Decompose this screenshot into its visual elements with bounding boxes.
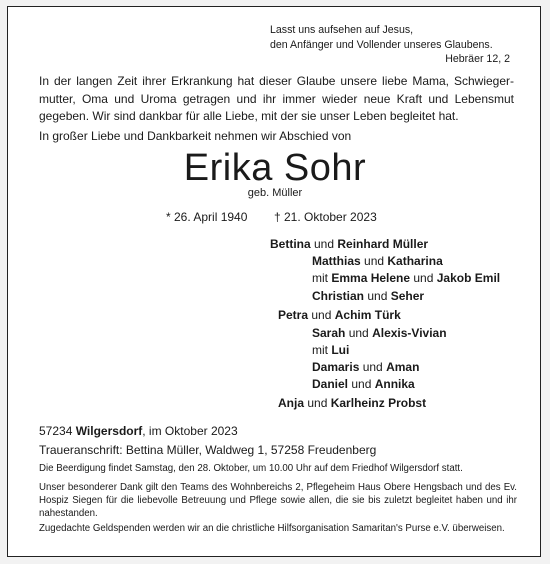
family-name: Christian	[312, 289, 365, 303]
family-connector: mit	[312, 271, 332, 285]
maiden-name: geb. Müller	[247, 187, 303, 199]
family-connector: mit	[312, 343, 332, 357]
bible-verse	[270, 23, 510, 67]
family-name: Lui	[331, 343, 350, 357]
place-date-line	[39, 423, 238, 439]
family-name: Sarah	[312, 326, 346, 340]
family-name: Petra	[278, 308, 309, 322]
family-name: Achim Türk	[334, 308, 401, 322]
obituary-notice	[7, 6, 541, 557]
verse-line-1: Lasst uns aufsehen auf Jesus,	[270, 24, 414, 36]
family-line	[312, 325, 447, 343]
family-name: Seher	[390, 289, 425, 303]
mourning-address: Traueranschrift: Bettina Müller, Waldweg 1, 57258 Freudenberg	[39, 443, 377, 457]
family-line	[278, 395, 426, 413]
family-name: Karlheinz Probst	[330, 396, 427, 410]
intro-paragraph: In der langen Zeit ihrer Erkrankung hat dieser Glaube unsere liebe Mama, Schwiegermutter, Oma und Uroma getragen und ihr immer wieder neue Kraft und Lebensmut gegeben. Wir sind dankbar für alle Liebe, mit der sie unser Leben begleitet hat.	[39, 74, 514, 123]
family-connector: und	[364, 289, 391, 303]
farewell-line: In großer Liebe und Dankbarkeit nehmen wir Abschied von	[39, 129, 352, 143]
birth-date: * 26. April 1940	[166, 210, 248, 224]
place-date: , im Oktober 2023	[142, 424, 238, 438]
family-name: Annika	[374, 377, 415, 391]
place-town: Wilgersdorf	[75, 424, 143, 438]
family-connector: und	[360, 254, 388, 268]
family-line	[270, 236, 428, 254]
family-connector: und	[348, 377, 375, 391]
family-name: Katharina	[387, 254, 443, 268]
family-name: Alexis-Vivian	[372, 326, 447, 340]
family-line	[312, 342, 349, 360]
place-zip: 57234	[39, 424, 76, 438]
family-connector: und	[304, 396, 331, 410]
family-connector: und	[345, 326, 373, 340]
family-connector: und	[410, 271, 437, 285]
funeral-info: Die Beerdigung findet Samstag, den 28. Oktober, um 10.00 Uhr auf dem Friedhof Wilgersdorf statt.	[39, 463, 463, 474]
family-name: Anja	[278, 396, 305, 410]
family-name: Emma Helene	[331, 271, 411, 285]
verse-line-2: den Anfänger und Vollender unseres Glaubens.	[270, 38, 493, 51]
family-name: Matthias	[312, 254, 361, 268]
family-line	[278, 307, 401, 325]
family-connector: und	[308, 308, 335, 322]
family-connector: und	[359, 360, 387, 374]
death-date: † 21. Oktober 2023	[274, 210, 377, 224]
family-line	[312, 288, 424, 306]
family-connector: und	[310, 237, 338, 251]
deceased-name: Erika Sohr	[183, 147, 367, 189]
family-name: Damaris	[312, 360, 360, 374]
family-name: Aman	[386, 360, 420, 374]
verse-reference: Hebräer 12, 2	[445, 53, 510, 65]
donation-info: Zugedachte Geldspenden werden wir an die christliche Hilfsorganisation Samaritan's Purse e.V. überweisen.	[39, 523, 505, 534]
family-name: Reinhard Müller	[337, 237, 429, 251]
thanks-paragraph: Unser besonderer Dank gilt den Teams des Wohnbereichs 2, Pflegeheim Haus Obere Hengsbach und des Ev. Hospiz Siegen für die liebevolle Betreuung und Pflege sowie allen, die sie bis zuletzt begleitet haben und ihr nahestanden.	[39, 482, 517, 519]
family-line	[312, 376, 415, 394]
family-line	[312, 270, 500, 288]
family-line	[312, 359, 419, 377]
family-name: Daniel	[312, 377, 349, 391]
family-name: Jakob Emil	[436, 271, 501, 285]
family-name: Bettina	[270, 237, 311, 251]
family-line	[312, 253, 443, 271]
